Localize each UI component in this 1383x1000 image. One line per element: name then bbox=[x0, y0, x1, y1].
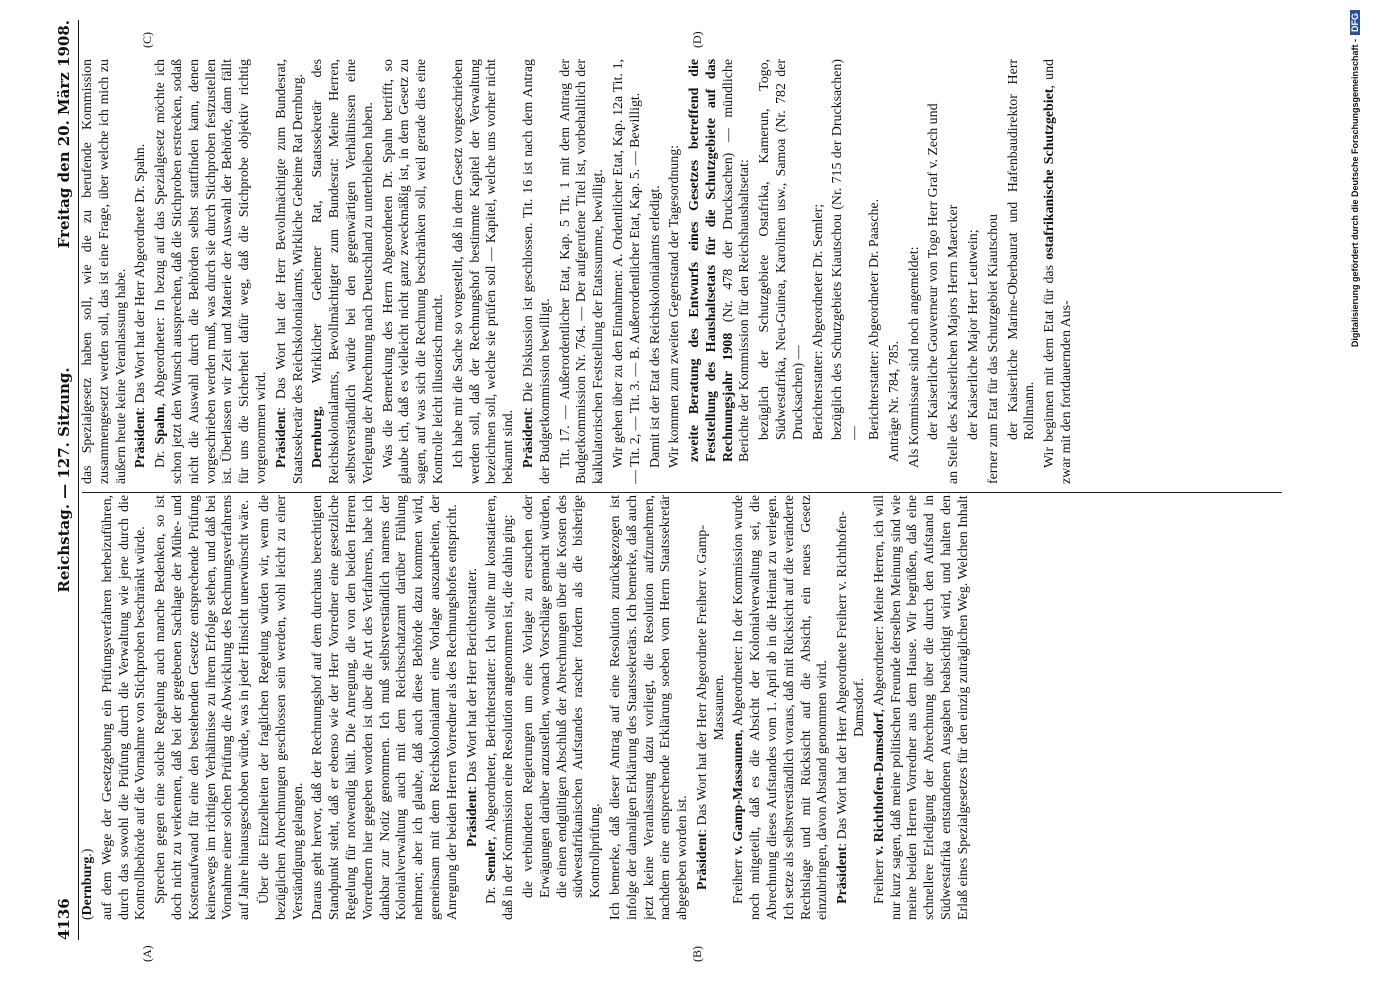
right_column-paragraph: der Kaiserliche Marine-Oberbaurat und Hafenbaudirektor Herr Rollmann. bbox=[1005, 59, 1038, 440]
left_column-paragraph: Präsident: Das Wort hat der Herr Abgeordnete Freiherr v. Gamp-Massaunen. bbox=[694, 525, 727, 890]
left_column-paragraph: Freiherr v. Gamp-Massaunen, Abgeordneter: In der Kommission wurde noch mitgeteilt, daß es die Absicht der Kolonialverwaltung sei, die Abrechnung dieses Aufstandes vom 1. April ab in die Heimat zu verlegen. Ich setze als selbstverständlich voraus, daß mit Rücksicht auf die veränderte Rechtslage und mit Rücksicht auf die Absicht, ein neues Gesetz einzubringen, davon Abstand genommen wird. bbox=[731, 495, 831, 920]
right_column-paragraph: Präsident: Die Diskussion ist geschlossen. Tit. 16 ist nach dem Antrag der Budgetkommission bewilligt. bbox=[520, 59, 553, 484]
right_column-paragraph: Berichterstatter: Abgeordneter Dr. Semler; bbox=[810, 203, 826, 440]
column-divider bbox=[82, 492, 1282, 493]
margin-mark-a: (A) bbox=[140, 945, 154, 962]
left_column-paragraph: auf dem Wege der Gesetzgebung ein Prüfungsverfahren herbeizuführen, durch das sowohl die Prüfung durch die Verwaltung wie jene durch die Kontrollbehörde auf die Vornahme von Stichproben beschränkt würde. bbox=[99, 495, 149, 920]
left_column-paragraph: Daraus geht hervor, daß der Rechnungshof auf dem durchaus berechtigten Standpunkt steht, daß er ebenso wie der Herr Vorredner eine gesetzliche Regelung für notwendig hält. Die Anregung, die von den beiden Herren Vorrednern hier gegeben worden ist über die Art des Verfahrens, habe ich dankbar zur Notiz genommen. Ich muß selbstverständlich namens der Kolonialverwaltung auch mit dem Reichsschatzamt darüber Fühlung nehmen; aber ich glaube, daß auch diese Behörde dazu kommen wird, gemeinsam mit dem Reichskolonialamt eine Vorlage auszuarbeiten, der Anregung der beiden Herren Vorredner als des Rechnungshofes entspricht. bbox=[310, 495, 460, 920]
right_column-paragraph: Tit. 17. — Außerordentlicher Etat, Kap. 5 Tit. 1 mit dem Antrag der Budgetkommission Nr. 764. — Der aufgerufene Titel ist, vorbehaltlich der kalkulatorischen Feststellung der Etatssumme, bewilligt. bbox=[557, 59, 607, 484]
right_column-paragraph: der Kaiserliche Major Herr Leutwein; bbox=[966, 229, 982, 440]
right_column-paragraph: der Kaiserliche Gouverneur von Togo Herr Graf v. Zech und bbox=[926, 103, 942, 440]
right-column bbox=[80, 59, 1290, 484]
right_column-paragraph: Dernburg, Wirklicher Geheimer Rat, Staatssekretär des Reichskolonialamts, Bevollmächtigter zum Bundesrat: Meine Herren, selbstverständlich würde bei den gegenwärtigen Verhältnissen eine Verlegung der Abrechnung nach Deutschland zu unterbleiben haben. bbox=[310, 59, 376, 484]
right_column-paragraph: Als Kommissare sind noch angemeldet: bbox=[906, 246, 922, 468]
right_column-paragraph: Wir kommen zum zweiten Gegenstand der Tagesordnung: bbox=[667, 144, 683, 468]
left_column-paragraph: die verbündeten Regierungen um eine Vorlage zu ersuchen oder Erwägungen darüber anzustellen, wonach Vorschläge gemacht würden, die einen endgültigen Abschluß der Abrechnungen über die Kosten des südwestafrikanischen Aufstandes rascher fordern als die bisherige Kontrollprüfung. bbox=[520, 495, 604, 898]
left-column bbox=[80, 495, 1290, 920]
right_column-paragraph: Damit ist der Etat des Reichskolonialamts erledigt. bbox=[647, 185, 663, 468]
session-title: Reichstag. — 127. Sitzung. bbox=[55, 367, 73, 593]
left_column-paragraph: Dr. Semler, Abgeordneter, Berichterstatter: Ich wollte nur konstatieren, daß in der Kommission eine Resolution angenommen ist, die dahin ging: bbox=[484, 495, 517, 920]
right_column-paragraph: Präsident: Das Wort hat der Herr Bevollmächtigte zum Bundesrat, Staatssekretär des Reichskolonialamts, Wirkliche Geheime Rat Dernburg. bbox=[273, 59, 306, 484]
left_column-paragraph: Über die Einzelheiten der fraglichen Regelung würden wir, wenn die bezüglichen Abrechnungen geschlossen sein werden, wohl leicht zu einer Verständigung gelangen. bbox=[256, 495, 306, 920]
right_column-paragraph: Präsident: Das Wort hat der Herr Abgeordnete Dr. Spahn. bbox=[133, 143, 149, 468]
right_column-paragraph: Was die Bemerkung des Herrn Abgeordneten Dr. Spahn betrifft, so glaube ich, daß es vielleicht nicht ganz zweckmäßig ist, in dem Gesetz zu sagen, auf was sich die Rechnung beschränken soll, weil gerade dies eine Kontrolle leicht illusorisch macht. bbox=[380, 59, 446, 484]
right_column-paragraph: bezüglich des Schutzgebiets Kiautschou (Nr. 715 der Drucksachen) — bbox=[830, 59, 863, 440]
right_column-paragraph: Anträge Nr. 784, 785. bbox=[886, 340, 902, 462]
right_column-paragraph: bezüglich der Schutzgebiete Ostafrika, Kamerun, Togo, Südwestafrika, Neu-Guinea, Karolinen usw., Samoa (Nr. 782 der Drucksachen) — bbox=[757, 59, 806, 440]
right_column-paragraph: Wir beginnen mit dem Etat für das ostafrikanische Schutzgebiet, und zwar mit den fortdauernden Aus- bbox=[1042, 59, 1075, 484]
right_column-paragraph: zweite Beratung des Entwurfs eines Gesetzes betreffend die Feststellung des Haushaltsetats für die Schutzgebiete auf das Rechnungsjahr 1908 (Nr. 478 der Drucksachen) — mündliche Berichte der Kommission für den Reichshaushaltsetat: bbox=[687, 59, 753, 462]
left_column-paragraph: Sprechen gegen eine solche Regelung auch manche Bedenken, so ist doch nicht zu verkennen, daß bei der gegebenen Sachlage der Mühe- und Kostenaufwand für eine den bestehenden Gesetze entsprechende Prüfung keineswegs im richtigen Verhältnisse zu ihrem Erfolge stehen, und daß bei Vornahme einer solchen Prüfung die Abwicklung des Rechnungsverfahrens auf Jahre hinausgeschoben würde, was in jeder Hinsicht unerwünscht wäre. bbox=[153, 495, 253, 920]
digitization-credit bbox=[1350, 10, 1360, 440]
right_column-paragraph: Wir gehen über zu den Einnahmen: A. Ordentlicher Etat, Kap. 12a Tit. 1, — Tit. 2, — Tit. 3. — B. Außerordentlicher Etat, Kap. 5. — Bewilligt. bbox=[610, 59, 643, 484]
left_column-paragraph: (Dernburg.) bbox=[80, 848, 95, 920]
right_column-paragraph: ferner zum Etat für das Schutzgebiet Kiautschou bbox=[985, 214, 1001, 484]
page-header bbox=[52, 20, 79, 940]
margin-mark-d: (D) bbox=[690, 31, 704, 48]
margin-mark-b: (B) bbox=[690, 946, 704, 962]
right_column-paragraph: das Spezialgesetz haben soll, wie die zu berufende Kommission zusammengesetzt werden soll, das ist eine Frage, über welche ich mich zu äußern heute keine Veranlassung habe. bbox=[80, 59, 129, 484]
right_column-paragraph: Ich habe mir die Sache so vorgestellt, daß in dem Gesetz vorgeschrieben werden soll, daß der Rechnungshof bestimmte Kapitel der Verwaltung bezeichnen soll, welche sie prüfen soll — Kapitel, welche uns vorher nicht bekannt sind. bbox=[450, 59, 517, 484]
page-number: 4136 bbox=[55, 898, 73, 940]
right_column-paragraph: Berichterstatter: Abgeordneter Dr. Paasche. bbox=[867, 198, 883, 440]
right_column-paragraph: an Stelle des Kaiserlichen Majors Herrn Maercker bbox=[946, 204, 962, 484]
credit-text: Digitalisierung gefördert durch die Deutsche Forschungsgemeinschaft - bbox=[1350, 39, 1360, 348]
right_column-paragraph: Dr. Spahn, Abgeordneter: In bezug auf das Spezialgesetz möchte ich schon jetzt den Wunsch aussprechen, daß die Stichproben erstrecken, sodaß nicht die Auswahl durch die Behörden selbst stattfinden kann, denen vorgeschrieben werden muß, was durch sie durch Stichproben festzustellen ist. Überlassen wir Zeit und Materie der Auswahl der Behörde, dann fällt für uns die Sicherheit dafür weg, daß die Stichprobe objektiv richtig vorgenommen wird. bbox=[153, 59, 269, 484]
margin-mark-c: (C) bbox=[140, 32, 154, 48]
left_column-paragraph: Freiherr v. Richthofen-Damsdorf, Abgeordneter: Meine Herren, ich will nur kurz sagen, daß meine politischen Freunde derselben Meinung sind wie meine beiden Herren Vorredner aus dem Hause. Wir begrüßen, daß eine schnellere Erledigung der Abrechnung über die durch den Aufstand in Südwestafrika entstandenen Ausgaben beabsichtigt wird, und halten den Erlaß eines Spezialgesetzes für den einzig zuträglichen Weg. Welchen Inhalt bbox=[871, 495, 971, 920]
left_column-paragraph: Ich bemerke, daß dieser Antrag auf eine Resolution zurückgezogen ist infolge der damaligen Erklärung des Staatssekretärs. Ich bemerke, daß auch jetzt keine Veranlassung dazu vorliegt, die Resolution aufzunehmen, nachdem eine entsprechende Erklärung soeben vom Herrn Staatssekretär abgegeben worden ist. bbox=[607, 495, 691, 920]
left_column-paragraph: Präsident: Das Wort hat der Herr Berichterstatter. bbox=[464, 567, 480, 848]
dfg-badge: DFG bbox=[1350, 10, 1360, 35]
left_column-paragraph: Präsident: Das Wort hat der Herr Abgeordnete Freiherr v. Richthofen-Damsdorf. bbox=[835, 511, 868, 904]
session-date: Freitag den 20. März 1908. bbox=[55, 20, 73, 249]
